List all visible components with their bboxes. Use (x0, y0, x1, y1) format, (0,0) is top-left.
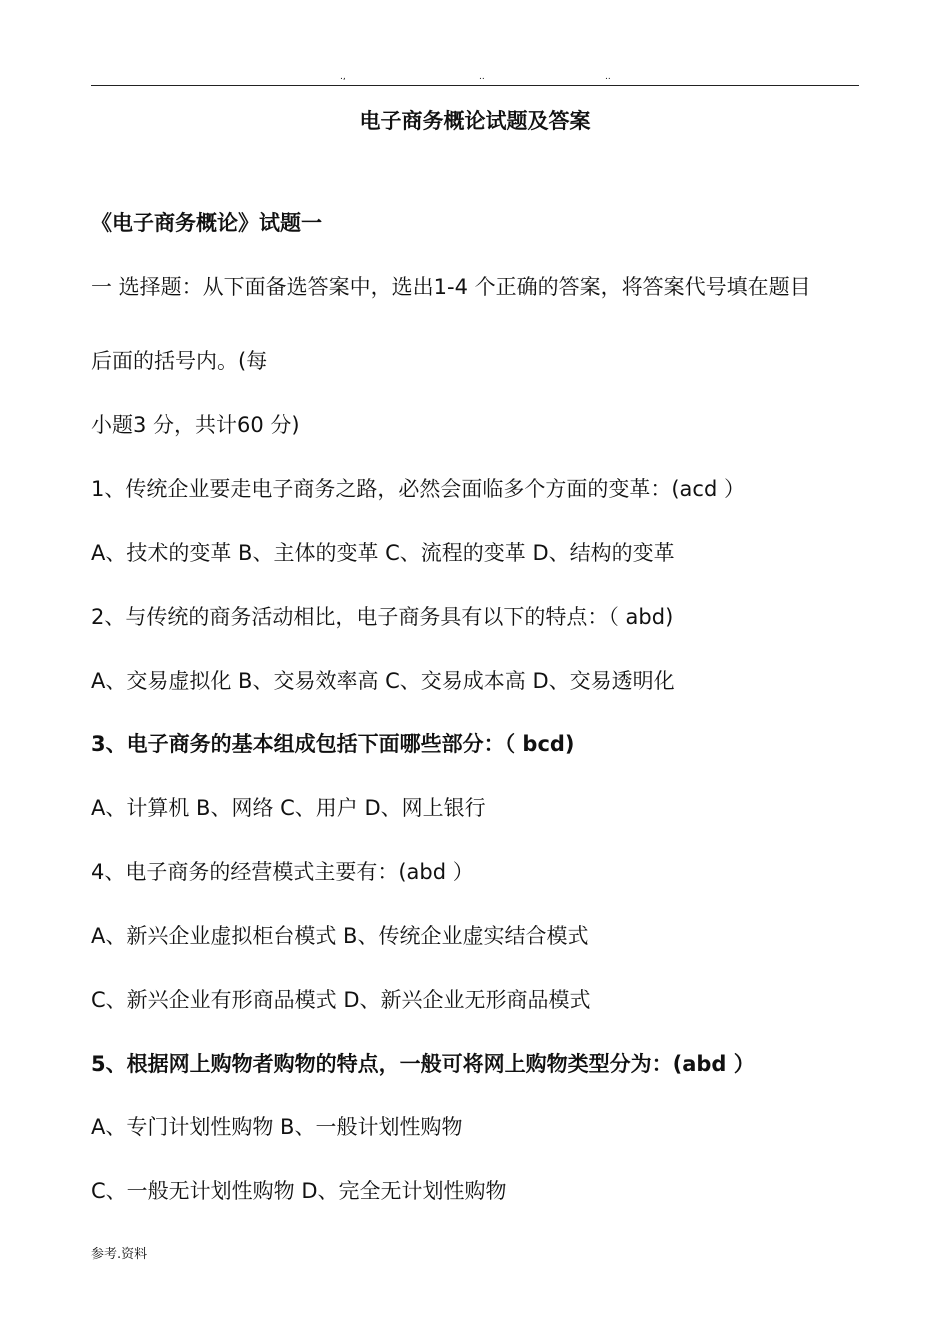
question-stem: 5、根据网上购物者购物的特点，一般可将网上购物类型分为：(abd ） (91, 1052, 755, 1076)
instructions-line: 一 选择题：从下面备选答案中，选出1-4 个正确的答案，将答案代号填在题目 (91, 275, 811, 299)
question-options: A、计算机 B、网络 C、用户 D、网上银行 (91, 796, 486, 820)
document-title: 电子商务概论试题及答案 (359, 109, 591, 133)
question-stem: 1、传统企业要走电子商务之路，必然会面临多个方面的变革：(acd ） (91, 477, 745, 501)
instructions-line: 后面的括号内。(每 (91, 349, 268, 373)
header-marks (0, 70, 950, 84)
question-options: A、技术的变革 B、主体的变革 C、流程的变革 D、结构的变革 (91, 541, 675, 565)
question-options: A、新兴企业虚拟柜台模式 B、传统企业虚实结合模式 (91, 924, 589, 948)
header-mark: .. (605, 72, 611, 82)
question-options: A、交易虚拟化 B、交易效率高 C、交易成本高 D、交易透明化 (91, 669, 675, 693)
question-stem: 3、电子商务的基本组成包括下面哪些部分：（ bcd) (91, 732, 575, 756)
question-options: C、一般无计划性购物 D、完全无计划性购物 (91, 1179, 507, 1203)
instructions-line: 小题3 分，共计60 分) (91, 413, 300, 437)
exam-subtitle: 《电子商务概论》试题一 (91, 211, 322, 235)
question-options: A、专门计划性购物 B、一般计划性购物 (91, 1115, 463, 1139)
footer-note: 参考.资料 (91, 1247, 148, 1262)
header-divider (91, 85, 859, 86)
header-mark: ., (340, 72, 346, 82)
header-mark: .. (479, 72, 485, 82)
question-options: C、新兴企业有形商品模式 D、新兴企业无形商品模式 (91, 988, 591, 1012)
question-stem: 4、电子商务的经营模式主要有：(abd ） (91, 860, 474, 884)
question-stem: 2、与传统的商务活动相比，电子商务具有以下的特点：（ abd) (91, 605, 674, 629)
